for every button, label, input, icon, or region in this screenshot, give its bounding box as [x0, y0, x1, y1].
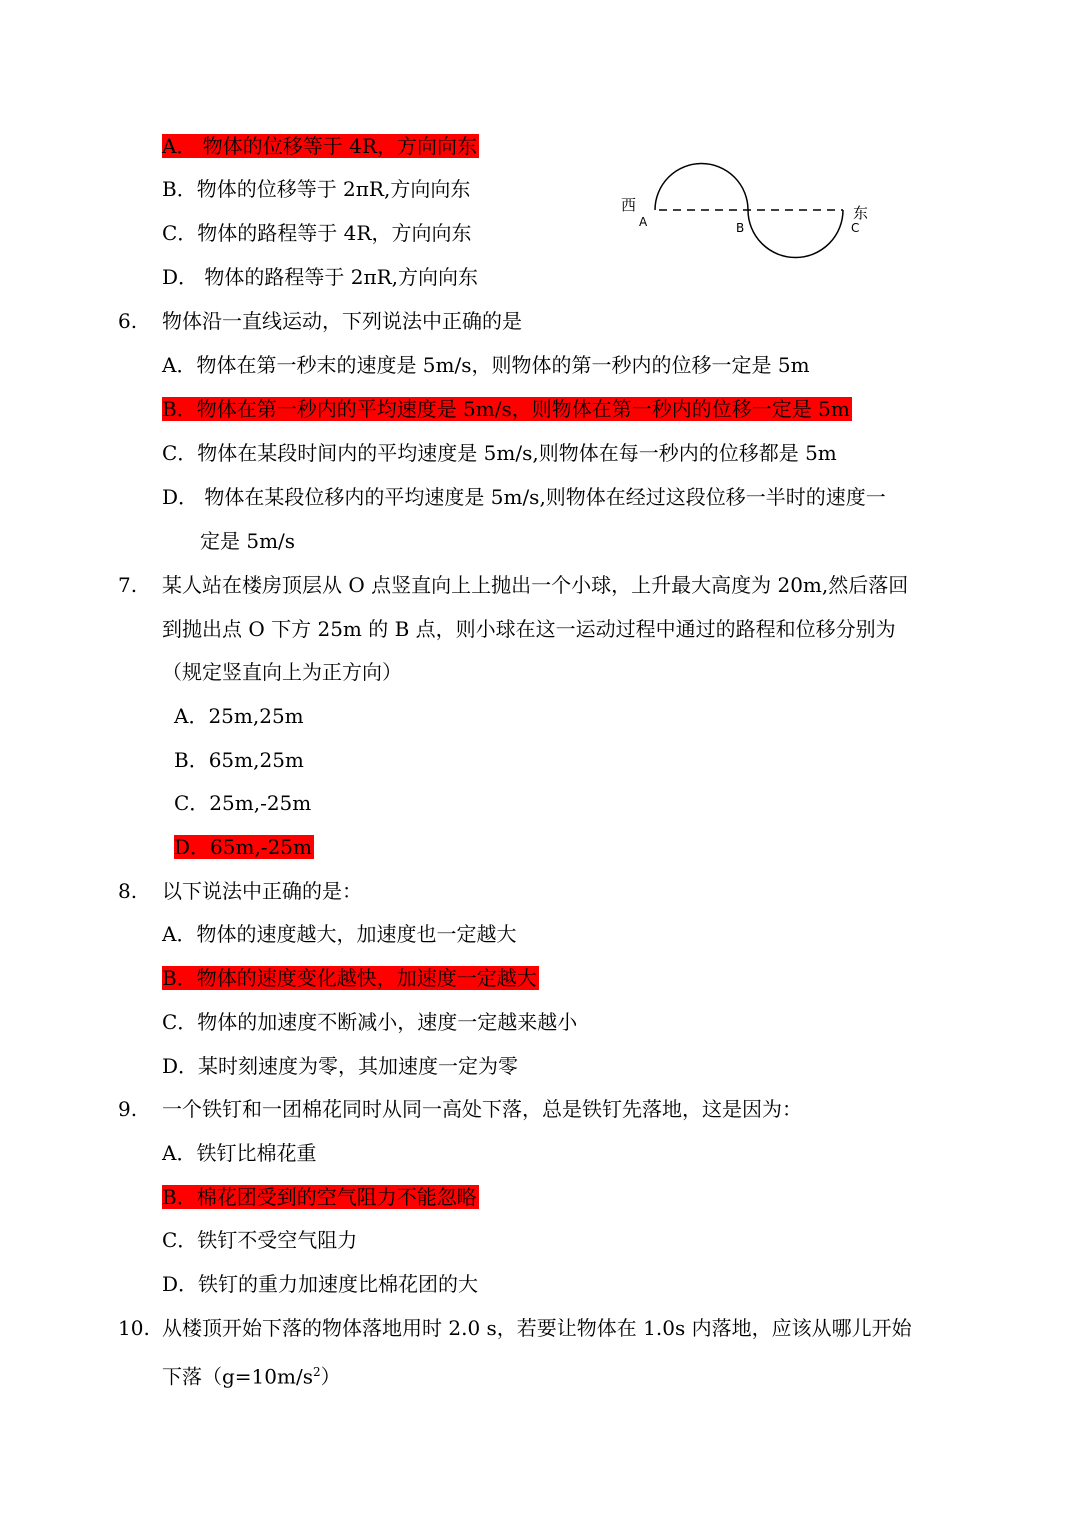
q10-number: 10. — [118, 1316, 150, 1340]
q7-option-b: B．65m,25m — [174, 748, 304, 772]
q8-option-a: A．物体的速度越大，加速度也一定越大 — [162, 922, 517, 946]
q9-stem: 一个铁钉和一团棉花同时从同一高处下落，总是铁钉先落地，这是因为： — [162, 1097, 802, 1121]
superscript: 2 — [312, 1365, 321, 1379]
q8-option-c: C．物体的加速度不断减小，速度一定越来越小 — [162, 1010, 578, 1034]
q9-option-d: D．铁钉的重力加速度比棉花团的大 — [162, 1272, 479, 1296]
q5-figure — [615, 160, 875, 260]
q6-option-d: D． 物体在某段位移内的平均速度是 5m/s,则物体在经过这段位移一半时的速度一 — [162, 485, 886, 509]
q6-stem: 物体沿一直线运动，下列说法中正确的是 — [162, 309, 522, 333]
q7-number: 7. — [118, 573, 138, 597]
q6-option-c: C．物体在某段时间内的平均速度是 5m/s,则物体在每一秒内的位移都是 5m — [162, 441, 837, 465]
q7-stem-line1: 某人站在楼房顶层从 O 点竖直向上上抛出一个小球，上升最大高度为 20m,然后落回 — [162, 573, 909, 597]
q6-option-a: A．物体在第一秒末的速度是 5m/s，则物体的第一秒内的位移一定是 5m — [162, 353, 810, 377]
label-a: A — [639, 215, 648, 229]
q6-number: 6. — [118, 309, 138, 333]
q7-option-d: D．65m,-25m — [174, 835, 312, 859]
q7-option-c: C．25m,-25m — [174, 791, 312, 815]
q5-option-c: C．物体的路程等于 4R，方向向东 — [162, 221, 472, 245]
q8-stem: 以下说法中正确的是： — [162, 879, 362, 903]
label-east: 东 — [853, 204, 869, 222]
q10-stem-line1: 从楼顶开始下落的物体落地用时 2.0 s，若要让物体在 1.0s 内落地，应该从哪儿开始 — [162, 1316, 912, 1340]
q7-stem-line2: 到抛出点 O 下方 25m 的 B 点，则小球在这一运动过程中通过的路程和位移分别为 — [162, 617, 896, 641]
q9-option-a: A．铁钉比棉花重 — [162, 1141, 317, 1165]
q7-option-a: A．25m,25m — [174, 704, 304, 728]
q8-option-b: B．物体的速度变化越快，加速度一定越大 — [162, 966, 537, 990]
q10-stem-line2: 下落$(g=10m/s^2)$ — [162, 1364, 341, 1389]
lower-semicircle — [748, 210, 843, 258]
q5-option-a: A． 物体的位移等于 4R，方向向东 — [162, 134, 477, 158]
q8-number: 8. — [118, 879, 138, 903]
q5-option-b: B．物体的位移等于 2πR,方向向东 — [162, 177, 471, 201]
q7-stem-line3: （规定竖直向上为正方向） — [162, 660, 402, 684]
label-c: C — [851, 221, 860, 235]
upper-semicircle — [655, 164, 748, 210]
q8-option-d: D．某时刻速度为零，其加速度一定为零 — [162, 1054, 519, 1078]
q6-option-d-cont: 定是 5m/s — [200, 529, 296, 553]
q6-option-b: B．物体在第一秒内的平均速度是 5m/s，则物体在第一秒内的位移一定是 5m — [162, 397, 850, 421]
label-west: 西 — [621, 196, 637, 214]
q9-option-b: B．棉花团受到的空气阻力不能忽略 — [162, 1185, 477, 1209]
q9-number: 9. — [118, 1097, 138, 1121]
q5-option-d: D． 物体的路程等于 2πR,方向向东 — [162, 265, 479, 289]
q9-option-c: C．铁钉不受空气阻力 — [162, 1228, 358, 1252]
label-b: B — [736, 221, 745, 235]
